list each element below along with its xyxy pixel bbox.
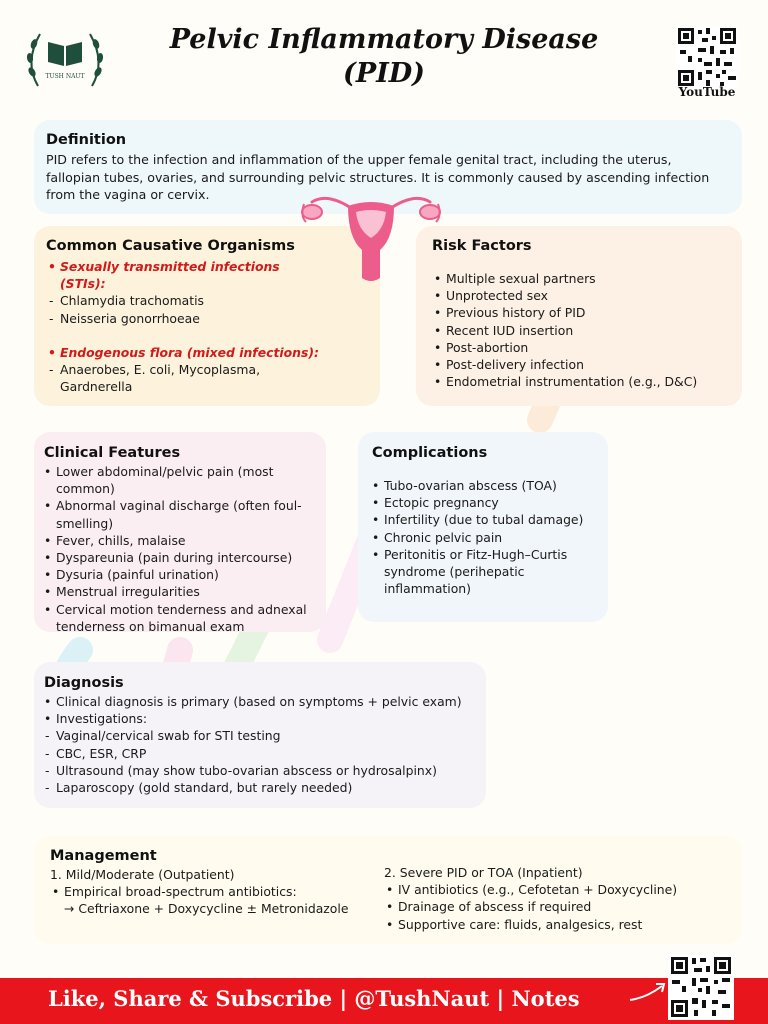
list-item: • Investigations:	[42, 710, 482, 727]
page-title-abbrev: (PID)	[343, 58, 425, 89]
clinical-list	[42, 463, 318, 635]
list-item: • Dysuria (painful urination)	[42, 566, 318, 583]
svg-text:TUSH NAUT: TUSH NAUT	[45, 73, 85, 80]
footer-text[interactable]: Like, Share & Subscribe | @TushNaut | Notes	[48, 986, 580, 1011]
complications-list	[370, 477, 590, 597]
list-item: • Chronic pelvic pain	[370, 529, 590, 546]
list-item: • Supportive care: fluids, analgesics, rest	[384, 916, 724, 933]
list-item: • Recent IUD insertion	[432, 322, 732, 339]
risk-factors-list	[432, 270, 732, 390]
organisms-heading: Common Causative Organisms	[46, 238, 295, 254]
brand-logo	[22, 24, 108, 96]
list-item: • Unprotected sex	[432, 287, 732, 304]
list-item: • Dyspareunia (pain during intercourse)	[42, 549, 318, 566]
list-item: • Cervical motion tenderness and adnexal tenderness on bimanual exam	[42, 601, 318, 635]
list-item: • Post-abortion	[432, 339, 732, 356]
page-title: Pelvic Inflammatory Disease	[169, 24, 599, 55]
list-item: • Previous history of PID	[432, 304, 732, 321]
list-item: • Endometrial instrumentation (e.g., D&C)	[432, 373, 732, 390]
list-item: • Tubo-ovarian abscess (TOA)	[370, 477, 590, 494]
list-item: • Ectopic pregnancy	[370, 494, 590, 511]
list-item: • Peritonitis or Fitz-Hugh–Curtis syndrome (perihepatic inflammation)	[370, 546, 590, 598]
sti-label: • Sexually transmitted infections (STIs):	[46, 258, 346, 292]
risk-factors-heading: Risk Factors	[432, 238, 532, 254]
complications-heading: Complications	[372, 445, 488, 461]
list-item: • Lower abdominal/pelvic pain (most common)	[42, 463, 318, 497]
list-item: • Infertility (due to tubal damage)	[370, 511, 590, 528]
youtube-label: YouTube	[678, 85, 736, 99]
list-item: • Post-delivery infection	[432, 356, 732, 373]
list-item: • Menstrual irregularities	[42, 583, 318, 600]
list-item: • Multiple sexual partners	[432, 270, 732, 287]
arrow-icon	[626, 978, 670, 1006]
flora-label: • Endogenous flora (mixed infections):	[46, 344, 346, 361]
notes-qr-code[interactable]	[668, 954, 734, 1020]
list-item: - Neisseria gonorrhoeae	[46, 310, 346, 327]
management-severe: 2. Severe PID or TOA (Inpatient) • IV antibiotics (e.g., Cefotetan + Doxycycline) • Drainage of abscess if required • Supportive care: fluids, analgesics, rest	[384, 864, 724, 933]
diagnosis-list	[42, 693, 482, 796]
definition-text: PID refers to the infection and inflammation of the upper female genital tract, including the uterus, fallopian tubes, ovaries, and surrounding pelvic structures. It is commonly caused by ascending infection from the vagina or cervix.	[46, 152, 710, 203]
list-item: • Clinical diagnosis is primary (based on symptoms + pelvic exam)	[42, 693, 482, 710]
list-item: • Empirical broad-spectrum antibiotics:	[50, 883, 370, 900]
list-item: - Ultrasound (may show tubo-ovarian abscess or hydrosalpinx)	[42, 762, 482, 779]
list-item: • Fever, chills, malaise	[42, 532, 318, 549]
clinical-heading: Clinical Features	[44, 445, 181, 461]
list-item: - CBC, ESR, CRP	[42, 745, 482, 762]
diagnosis-heading: Diagnosis	[44, 675, 124, 691]
organisms-list	[46, 258, 346, 395]
list-item: - Chlamydia trachomatis	[46, 292, 346, 309]
list-item: • IV antibiotics (e.g., Cefotetan + Doxycycline)	[384, 881, 724, 898]
definition-heading: Definition	[46, 132, 127, 148]
list-item: - Vaginal/cervical swab for STI testing	[42, 727, 482, 744]
management-heading: Management	[50, 848, 157, 864]
list-item: - Laparoscopy (gold standard, but rarely needed)	[42, 779, 482, 796]
list-item: • Abnormal vaginal discharge (often foul-smelling)	[42, 497, 318, 531]
youtube-qr-code[interactable]	[676, 26, 738, 88]
management-mild: 1. Mild/Moderate (Outpatient) • Empirical broad-spectrum antibiotics: → Ceftriaxone + Doxycycline ± Metronidazole	[50, 866, 370, 918]
list-item: - Anaerobes, E. coli, Mycoplasma, Gardnerella	[46, 361, 346, 395]
list-item: • Drainage of abscess if required	[384, 898, 724, 915]
